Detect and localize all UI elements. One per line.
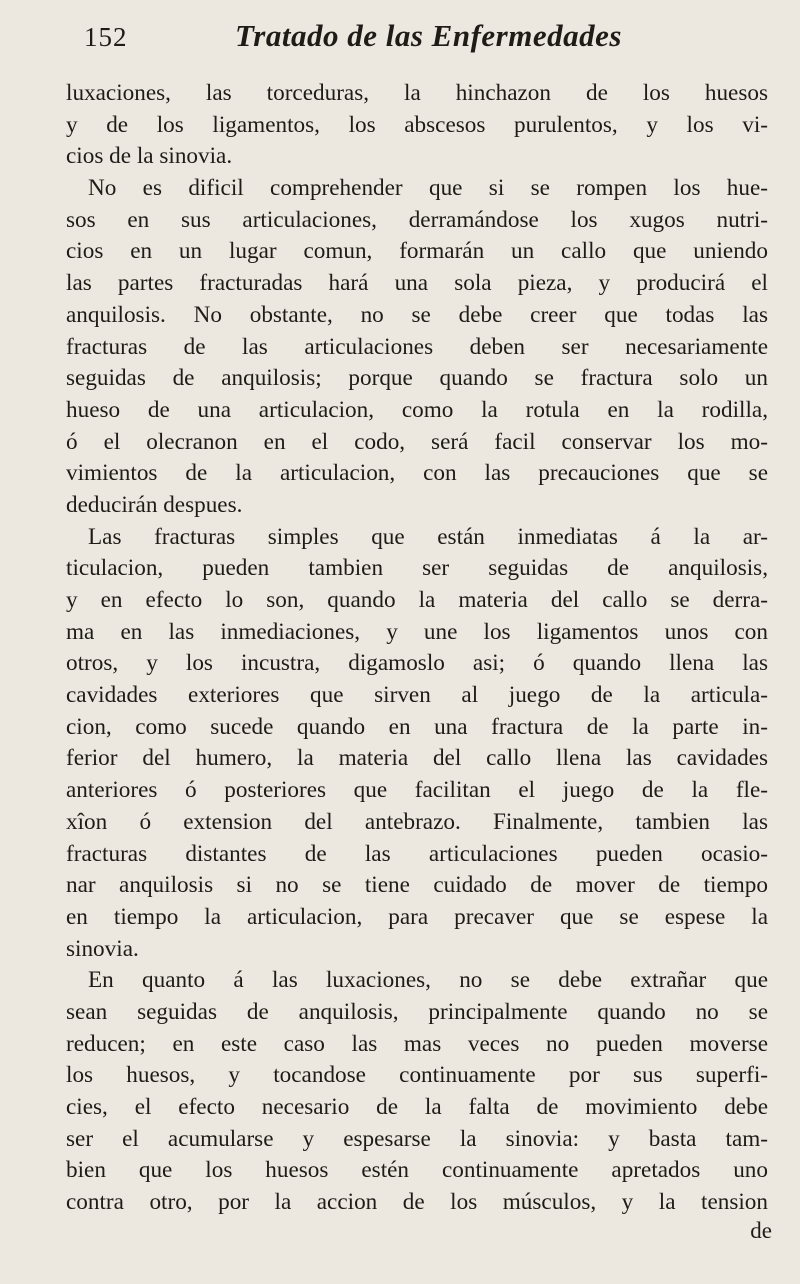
text-line: anquilosis. No obstante, no se debe creer que todas las bbox=[66, 301, 768, 328]
catchword: de bbox=[750, 1218, 772, 1243]
text-line: otros, y los incustra, digamoslo asi; ó quando llena las bbox=[66, 650, 768, 677]
text-line: ma en las inmediaciones, y une los ligamentos unos con bbox=[66, 618, 768, 645]
text-line: sos en sus articulaciones, derramándose los xugos nutri- bbox=[66, 206, 768, 233]
text-line: cies, el efecto necesario de la falta de movimiento debe bbox=[66, 1094, 768, 1120]
text-line: anteriores ó posteriores que facilitan el juego de la fle- bbox=[66, 777, 768, 804]
text-line: Las fracturas simples que están inmediatas á la ar- bbox=[88, 523, 768, 550]
text-line: nar anquilosis si no se tiene cuidado de mover de tiempo bbox=[66, 872, 768, 899]
text-line: sean seguidas de anquilosis, principalmente quando no se bbox=[66, 998, 768, 1025]
text-line: y en efecto lo son, quando la materia del callo se derra- bbox=[66, 587, 768, 613]
text-line: hueso de una articulacion, como la rotula en la rodilla, bbox=[66, 396, 768, 423]
text-line: cavidades exteriores que sirven al juego de la articula- bbox=[66, 682, 768, 709]
text-line: cios de la sinovia. bbox=[66, 143, 233, 170]
text-line: deducirán despues. bbox=[66, 491, 243, 518]
text-line: vimientos de la articulacion, con las precauciones que se bbox=[66, 460, 768, 487]
text-line: y de los ligamentos, los abscesos purulentos, y los vi- bbox=[66, 111, 768, 138]
body-text bbox=[66, 78, 768, 1219]
text-line: reducen; en este caso las mas veces no pueden moverse bbox=[66, 1030, 768, 1057]
text-line: cios en un lugar comun, formarán un callo que uniendo bbox=[66, 238, 768, 265]
text-line: luxaciones, las torceduras, la hinchazon de los huesos bbox=[66, 80, 768, 106]
text-line: No es dificil comprehender que si se rompen los hue- bbox=[88, 175, 768, 202]
text-line: cion, como sucede quando en una fractura de la parte in- bbox=[66, 713, 768, 740]
text-line: las partes fracturadas hará una sola pieza, y producirá el bbox=[66, 270, 768, 297]
text-line: bien que los huesos estén continuamente apretados uno bbox=[66, 1157, 768, 1184]
text-line: fracturas distantes de las articulaciones pueden ocasio- bbox=[66, 840, 768, 867]
running-title: Tratado de las Enfermedades bbox=[235, 18, 622, 53]
text-line: ó el olecranon en el codo, será facil conservar los mo- bbox=[66, 428, 768, 455]
text-line: contra otro, por la accion de los músculos, y la tension bbox=[66, 1189, 768, 1216]
text-line: ticulacion, pueden tambien ser seguidas de anquilosis, bbox=[66, 555, 768, 582]
text-line: ser el acumularse y espesarse la sinovia: y basta tam- bbox=[66, 1125, 768, 1152]
text-line: fracturas de las articulaciones deben ser necesariamente bbox=[66, 333, 768, 360]
text-line: seguidas de anquilosis; porque quando se fractura solo un bbox=[66, 365, 768, 392]
text-line: en tiempo la articulacion, para precaver que se espese la bbox=[66, 903, 768, 930]
page-number: 152 bbox=[84, 22, 128, 52]
text-line: los huesos, y tocandose continuamente por sus superfi- bbox=[66, 1062, 768, 1089]
text-line: xîon ó extension del antebrazo. Finalmente, tambien las bbox=[66, 808, 768, 835]
text-line: sinovia. bbox=[66, 935, 139, 962]
text-line: En quanto á las luxaciones, no se debe extrañar que bbox=[88, 967, 768, 994]
text-line: ferior del humero, la materia del callo llena las cavidades bbox=[66, 745, 768, 772]
